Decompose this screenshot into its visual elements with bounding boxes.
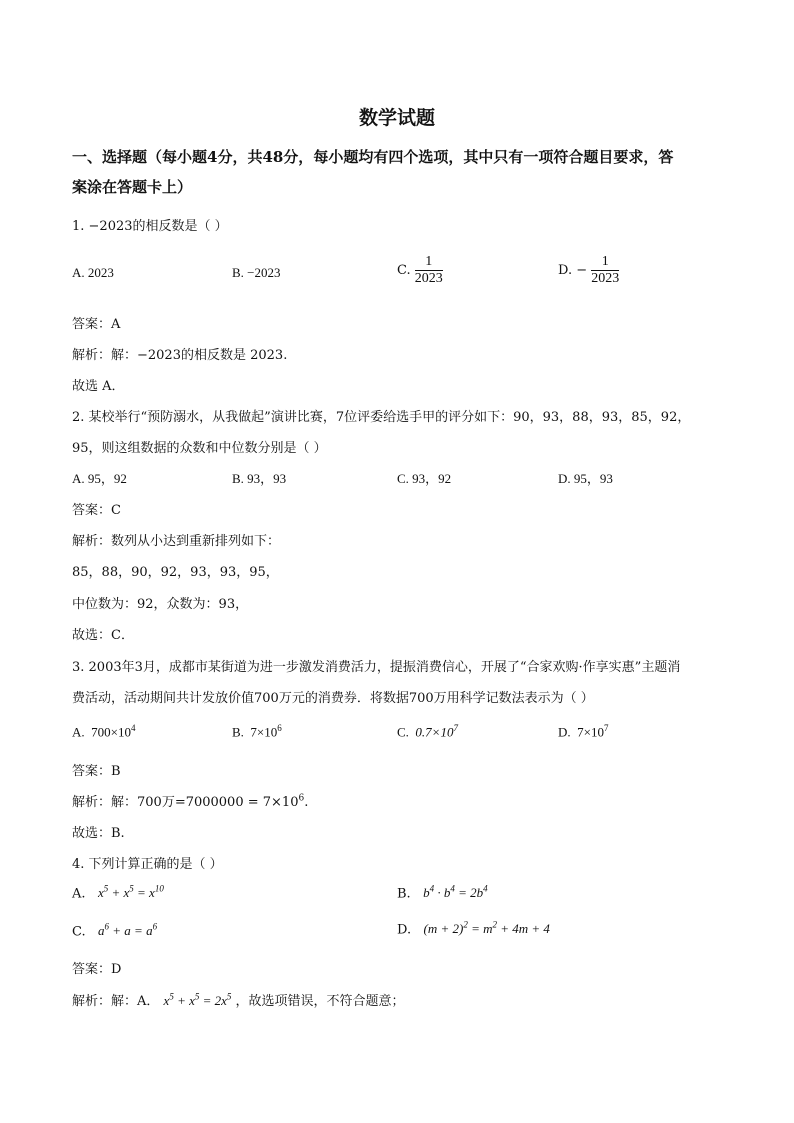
q4-option-d — [397, 920, 550, 937]
q3-option-c-label: C. — [397, 724, 409, 740]
q4-option-d-expression: $(m + 2)^2 = m^2 + 4m + 4$ — [423, 920, 550, 937]
q3-analysis-end: . — [304, 795, 309, 810]
fraction-numerator: 1 — [425, 254, 433, 269]
q3-conclusion: 故选：B. — [72, 826, 125, 841]
q2-option-b: B. 93，93 — [232, 471, 287, 486]
q2-option-c: C. 93，92 — [397, 471, 452, 486]
q2-option-d: D. 95，93 — [558, 471, 613, 486]
q1-conclusion: 故选 A． — [72, 379, 125, 394]
q4-analysis-end: ，故选项错误，不符合题意； — [235, 994, 405, 1009]
q2-median-mode: 中位数为：92，众数为：93， — [72, 597, 249, 612]
q4-option-c-label: C. — [72, 924, 86, 940]
q2-stem-line1: 2. 某校举行“预防溺水，从我做起”演讲比赛，7位评委给选手甲的评分如下：90，93，88，93，85，92， — [72, 410, 691, 425]
q3-answer: 答案：B — [72, 764, 121, 779]
q3-analysis-text: 解析：解：700万=7000000 = 7×10 — [72, 795, 299, 810]
q1-stem: 1. −2023的相反数是（ ） — [72, 219, 228, 234]
q3-analysis — [72, 791, 308, 810]
q4-analysis-expression: $x^5 + x^5 = 2x^5$ — [163, 991, 232, 1008]
q1-option-a: A. 2023 — [72, 265, 114, 280]
fraction-denominator: 2023 — [591, 271, 620, 287]
q2-sorted-list: 85，88，90，92，93，93，95， — [72, 565, 279, 580]
section-heading-line2: 案涂在答题卡上） — [72, 178, 193, 196]
q1-option-c — [397, 254, 443, 287]
q4-option-c-expression: $a^6 + a = a^6$ — [98, 922, 158, 939]
q1-option-d-fraction — [591, 254, 619, 287]
q1-option-d — [558, 254, 619, 287]
q4-option-a-expression: $x^5 + x^5 = x^{10}$ — [97, 884, 164, 901]
q4-option-b — [397, 884, 488, 901]
q1-answer: 答案：A — [72, 317, 121, 332]
q1-analysis: 解析：解：−2023的相反数是 2023. — [72, 348, 288, 363]
q2-analysis: 解析：数列从小达到重新排列如下： — [72, 534, 281, 549]
q3-option-a-label: A. — [72, 724, 85, 740]
q3-option-a-exponent: 4 — [130, 723, 136, 733]
q4-option-d-label: D. — [397, 922, 412, 938]
q3-stem-line2: 费活动，活动期间共计发放价值700万元的消费券．将数据700万用科学记数法表示为（ ） — [72, 691, 594, 706]
q1-option-d-label: D. − — [558, 263, 588, 279]
q3-option-b-exponent: 6 — [277, 723, 282, 733]
q4-option-b-expression: $b^4 \cdot b^4 = 2b^4$ — [423, 884, 488, 901]
q4-option-a-label: A. — [72, 886, 86, 902]
q1-option-c-label: C. — [397, 263, 411, 279]
q4-option-c — [72, 922, 157, 939]
q4-analysis-text: 解析：解：A． — [72, 994, 160, 1009]
q3-option-b-base: 7×10 — [250, 724, 278, 740]
q3-option-c-base: 0.7×10 — [415, 724, 454, 740]
q3-option-a-base: 700×10 — [91, 724, 131, 740]
q3-option-c — [397, 723, 458, 740]
q4-stem: 4. 下列计算正确的是（ ） — [72, 857, 223, 872]
q1-option-c-fraction — [415, 254, 443, 287]
q3-option-b — [232, 723, 282, 740]
q3-option-b-label: B. — [232, 724, 244, 740]
q2-option-a: A. 95，92 — [72, 471, 127, 486]
q3-option-d-exponent: 7 — [603, 723, 609, 733]
q3-option-a — [72, 723, 135, 740]
fraction-denominator: 2023 — [414, 271, 443, 287]
q2-conclusion: 故选：C． — [72, 628, 134, 643]
q3-stem-line1: 3. 2003年3月，成都市某街道为进一步激发消费活力，提振消费信心，开展了“合家欢购·作享实惠”主题消 — [72, 660, 681, 675]
fraction-numerator: 1 — [601, 254, 609, 269]
q3-option-d — [558, 723, 608, 740]
q3-option-d-label: D. — [558, 724, 571, 740]
q4-option-a — [72, 884, 164, 901]
q1-option-b: B. −2023 — [232, 265, 281, 280]
q2-answer: 答案：C — [72, 503, 121, 518]
q4-analysis — [72, 990, 405, 1009]
section-heading-line1: 一、选择题（每小题4分，共48分，每小题均有四个选项，其中只有一项符合题目要求，答 — [72, 148, 674, 166]
q2-stem-line2: 95，则这组数据的众数和中位数分别是（ ） — [72, 441, 327, 456]
q4-answer: 答案：D — [72, 962, 122, 977]
q4-option-b-label: B. — [397, 886, 411, 902]
q3-option-c-exponent: 7 — [453, 723, 458, 733]
q3-option-d-base: 7×10 — [577, 724, 604, 740]
page-title: 数学试题 — [358, 107, 435, 129]
q3-analysis-exponent: 6 — [298, 793, 305, 804]
